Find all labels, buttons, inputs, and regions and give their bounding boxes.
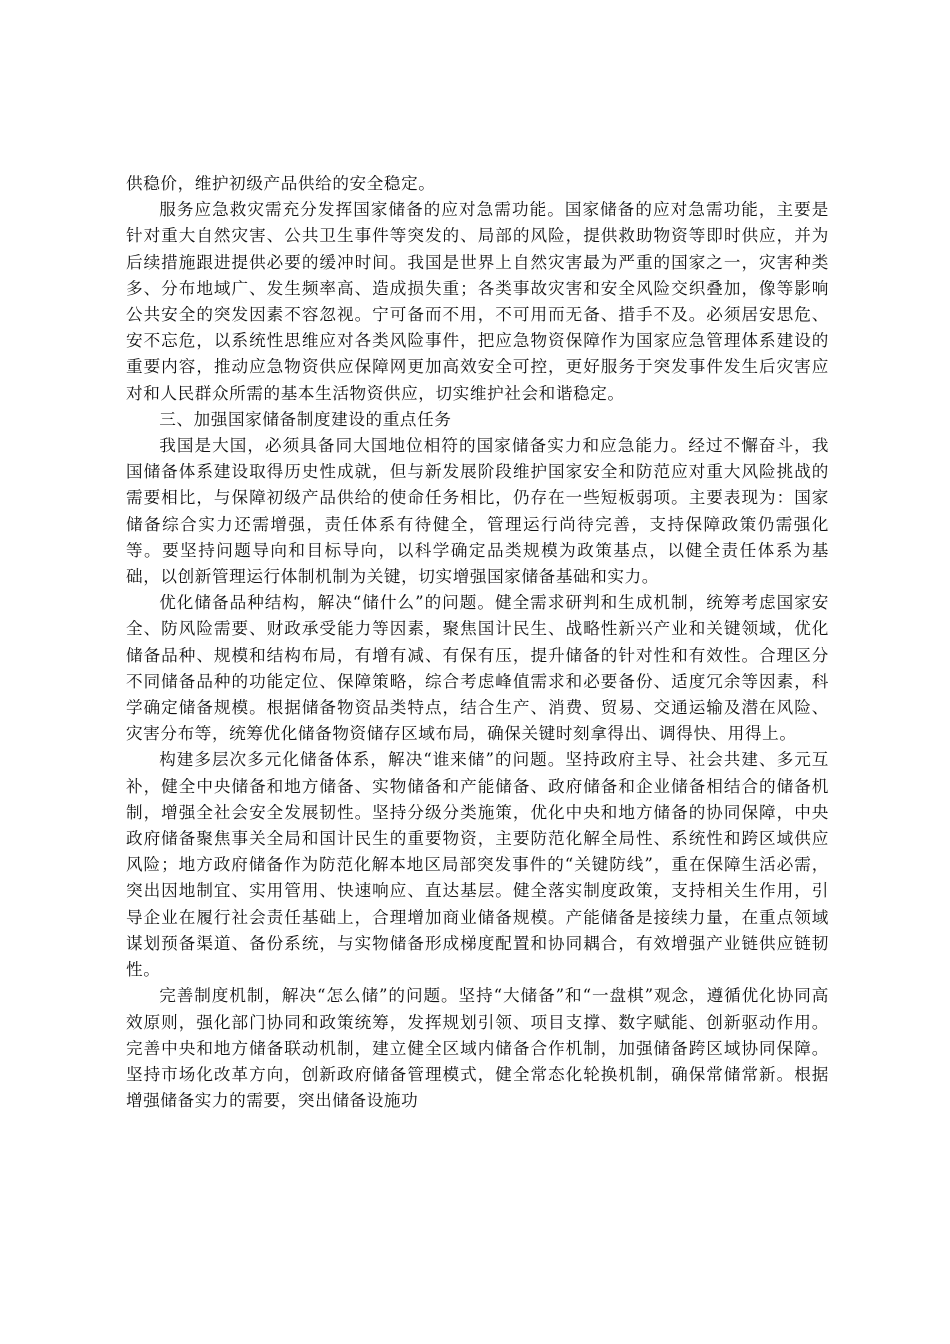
paragraph-optimize-variety: 优化储备品种结构，解决“储什么”的问题。健全需求研判和生成机制，统筹考虑国家安全、防风险需要、财政承受能力等因素，聚焦国计民生、战略性新兴产业和关键领域，优化储备品种、规模和结构布局，有增有减、有保有压，提升储备的针对性和有效性。合理区分不同储备品种的功能定位、保障策略，综合考虑峰值需求和必要备份、适度冗余等因素，科学确定储备规模。根据储备物资品类特点，结合生产、消费、贸易、交通运输及潜在风险、灾害分布等，统筹优化储备物资储存区域布局，确保关键时刻拿得出、调得快、用得上。 [126, 593, 829, 744]
paragraph-national-reserve: 我国是大国，必须具备同大国地位相符的国家储备实力和应急能力。经过不懈奋斗，我国储备体系建设取得历史性成就，但与新发展阶段维护国家安全和防范应对重大风险挑战的需要相比，与保障初级产品供给的使命任务相比，仍存在一些短板弱项。主要表现为：国家储备综合实力还需增强，责任体系有待健全，管理运行尚待完善，支持保障政策仍需强化等。要坚持问题导向和目标导向，以科学确定品类规模为政策基点，以健全责任体系为基础，以创新管理运行体制机制为关键，切实增强国家储备基础和实力。 [126, 436, 829, 587]
paragraph-improve-mechanism: 完善制度机制，解决“怎么储”的问题。坚持“大储备”和“一盘棋”观念，遵循优化协同高效原则，强化部门协同和政策统筹，发挥规划引领、项目支撑、数字赋能、创新驱动作用。完善中央和地方储备联动机制，建立健全区域内储备合作机制，加强储备跨区域协同保障。坚持市场化改革方向，创新政府储备管理模式，健全常态化轮换机制，确保常储常新。根据增强储备实力的需要，突出储备设施功 [126, 986, 829, 1111]
section-heading: 三、加强国家储备制度建设的重点任务 [159, 409, 452, 429]
paragraph-emergency-relief: 服务应急救灾需充分发挥国家储备的应对急需功能。国家储备的应对急需功能，主要是针对重大自然灾害、公共卫生事件等突发的、局部的风险，提供救助物资等即时供应，并为后续措施跟进提供必要的缓冲时间。我国是世界上自然灾害最为严重的国家之一，灾害种类多、分布地域广、发生频率高、造成损失重；各类事故灾害和安全风险交织叠加，像等影响公共安全的突发因素不容忽视。宁可备而不用，不可用而无备、措手不及。必须居安思危、安不忘危，以系统性思维应对各类风险事件，把应急物资保障作为国家应急管理体系建设的重要内容，推动应急物资供应保障网更加高效安全可控，更好服务于突发事件发生后灾害应对和人民群众所需的基本生活物资供应，切实维护社会和谐稳定。 [126, 200, 829, 403]
paragraph-continuation: 供稳价，维护初级产品供给的安全稳定。 [126, 174, 436, 193]
paragraph-multi-level-system: 构建多层次多元化储备体系，解决“谁来储”的问题。坚持政府主导、社会共建、多元互补，健全中央储备和地方储备、实物储备和产能储备、政府储备和企业储备相结合的储备机制，增强全社会安全发展韧性。坚持分级分类施策，优化中央和地方储备的协同保障，中央政府储备聚焦事关全局和国计民生的重要物资，主要防范化解全局性、系统性和跨区域供应风险；地方政府储备作为防范化解本地区局部突发事件的“关键防线”，重在保障生活必需，突出因地制宜、实用管用、快速响应、直达基层。健全落实制度政策，支持相关生作用，引导企业在履行社会责任基础上，合理增加商业储备规模。产能储备是接续力量，在重点领域谋划预备渠道、备份系统，与实物储备形成梯度配置和协同耦合，有效增强产业链供应链韧性。 [126, 750, 829, 980]
document-body [126, 171, 829, 1114]
